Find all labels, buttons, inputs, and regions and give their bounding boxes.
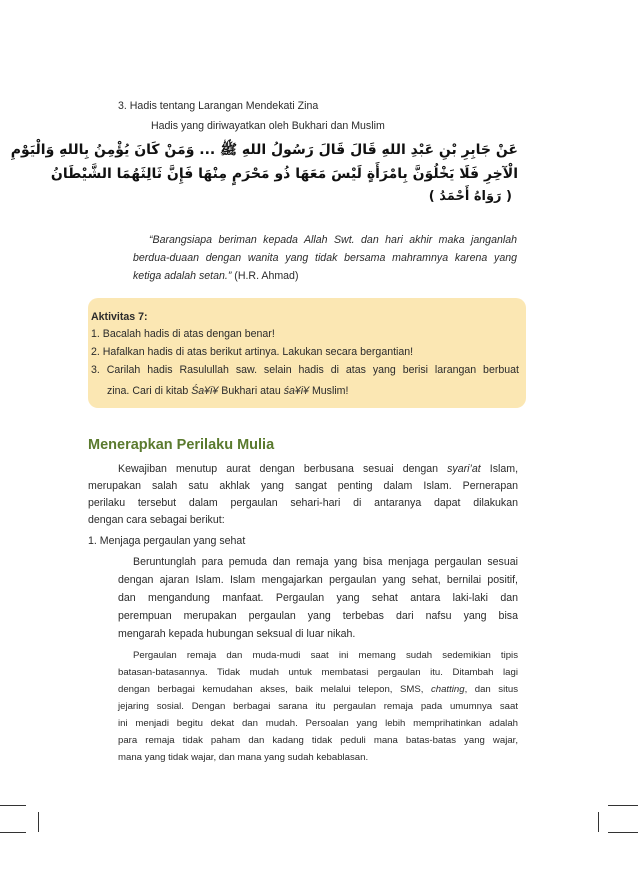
p2-line-3 xyxy=(118,682,518,698)
crop-mark-left-lower xyxy=(0,832,26,833)
p2-text-b: , dan situs xyxy=(464,684,518,695)
p2-line-6: para remaja tidak paham dan kadang tidak peduli mana batas-batas yang wajar, xyxy=(118,735,518,746)
p2-line-7: mana yang tidak wajar, dan mana yang sudah kebablasan. xyxy=(118,752,369,763)
item3-text-c: Muslim! xyxy=(309,385,349,397)
intro-line-1 xyxy=(118,461,518,477)
crop-mark-right-lower xyxy=(608,832,638,833)
intro-text-b: Islam, xyxy=(480,463,519,475)
p2-line-4: jejaring sosial. Dengan berbagai sarana itu pergaulan remaja pada umumnya saat xyxy=(118,701,518,712)
arabic-source: ( رَوَاهُ أَحْمَدُ ) xyxy=(428,189,512,204)
intro-line-4: dengan cara sebagai berikut: xyxy=(88,514,225,526)
p2-line-2: batasan-batasannya. Tidak mudah untuk membatasi pergaulan itu. Ditambah lagi xyxy=(118,667,518,678)
p1-line-1: Beruntunglah para pemuda dan remaja yang bisa menjaga pergaulan sesuai xyxy=(133,556,518,568)
sub-heading: 1. Menjaga pergaulan yang sehat xyxy=(88,535,246,547)
aktivitas-title: Aktivitas 7: xyxy=(91,311,148,323)
translation-line-1: “Barangsiapa beriman kepada Allah Swt. dan hari akhir maka janganlah xyxy=(149,234,517,246)
item3-text-a: zina. Cari di kitab xyxy=(107,385,192,397)
aktivitas-item-3-cont xyxy=(107,383,348,399)
translation-source: (H.R. Ahmad) xyxy=(231,270,299,282)
translation-italic: ketiga adalah setan.” xyxy=(133,270,232,282)
intro-syariat: syari’at xyxy=(447,463,481,475)
intro-line-3: perilaku tersebut dalam pergaulan sehari-hari di antaranya dapat dilakukan xyxy=(88,497,518,509)
p1-line-5: mengarah kepada hubungan seksual di luar nikah. xyxy=(118,628,356,640)
crop-mark-left-vertical xyxy=(38,812,39,832)
translation-line-2: berdua-duaan dengan wanita yang tidak bersama mahramnya karena yang xyxy=(133,252,517,264)
p2-chatting: chatting xyxy=(430,684,465,695)
item3-text-b: Bukhari atau xyxy=(218,385,284,397)
hadis-riwayat: Hadis yang diriwayatkan oleh Bukhari dan Muslim xyxy=(151,120,385,132)
arabic-hadith-image xyxy=(10,138,518,210)
intro-text-a: Kewajiban menutup aurat dengan berbusana sesuai dengan xyxy=(118,463,448,475)
p1-line-3: dan mengandung manfaat. Pergaulan yang sehat antara laki-laki dan xyxy=(118,592,518,604)
section-title: Menerapkan Perilaku Mulia xyxy=(88,437,275,453)
p2-text-a: dengan berbagai kemudahan akses, baik melalui telepon, SMS, xyxy=(118,684,431,695)
kitab-bukhari: Śa¥i¥ xyxy=(191,385,219,397)
p1-line-2: dengan ajaran Islam. Islam mengajarkan pergaulan yang sehat, bernilai positif, xyxy=(118,574,518,586)
crop-mark-left-horizontal xyxy=(0,805,26,806)
arabic-line-1: عَنْ جَابِرِ بْنِ عَبْدِ اللهِ قَالَ قَالَ رَسُولُ اللهِ ﷺ ... وَمَنْ كَانَ يُؤْمِنُ بِاللهِ وَالْيَوْمِ xyxy=(10,142,518,158)
intro-line-2: merupakan salah satu akhlak yang sangat penting dalam Islam. Pernerapan xyxy=(88,480,518,492)
p1-line-4: perempuan merupakan pergaulan yang terbebas dari nafsu yang bisa xyxy=(118,610,518,622)
arabic-line-2: الْآخِرِ فَلَا يَخْلُوَنَّ بِامْرَأَةٍ لَيْسَ مَعَهَا ذُو مَحْرَمٍ مِنْهَا فَإِنَّ ثَالِثَهُمَا الشَّيْطَانُ xyxy=(50,166,518,182)
p2-line-1: Pergaulan remaja dan muda-mudi saat ini memang sudah sedemikian tipis xyxy=(133,650,518,661)
crop-mark-right-vertical xyxy=(598,812,599,832)
crop-mark-right-horizontal xyxy=(608,805,638,806)
p2-line-5: ini menjadi begitu dekat dan mudah. Persoalan yang lebih memprihatinkan adalah xyxy=(118,718,518,729)
kitab-muslim: śa¥i¥ xyxy=(283,385,310,397)
hadis-heading: 3. Hadis tentang Larangan Mendekati Zina xyxy=(118,100,319,112)
aktivitas-item-3: 3. Carilah hadis Rasulullah saw. selain hadis di atas yang berisi larangan berbuat xyxy=(91,364,519,376)
aktivitas-item-2: 2. Hafalkan hadis di atas berikut artinya. Lakukan secara bergantian! xyxy=(91,346,414,358)
translation-line-3 xyxy=(133,268,298,284)
aktivitas-item-1: 1. Bacalah hadis di atas dengan benar! xyxy=(91,328,275,340)
